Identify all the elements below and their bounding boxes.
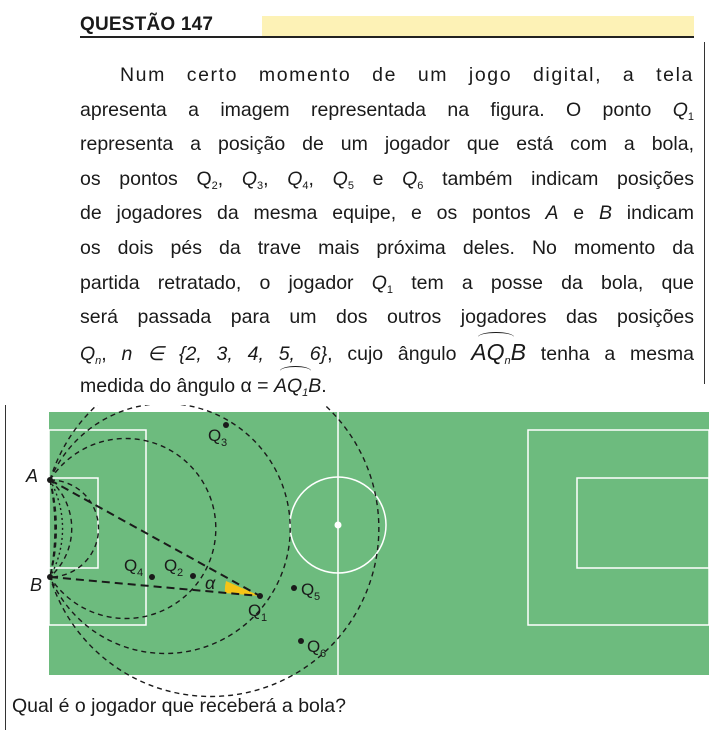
svg-text:Q: Q <box>208 426 222 445</box>
header-highlight-bar <box>262 16 694 36</box>
question-statement: Num certo momento de um jogo digital, a tela apresenta a imagem representada na figura. O ponto $Q_1$ representa a posição de um jogador que está com a bola, os pontos $Q_2$, $Q_3$, $Q_4$, $Q_5$ e $Q_6$ também indicam posições de jogadores da mesma equipe, e os pontos A e B indicam os dois pés da trave mais próxima deles. No momento da partida retratado, o jogador $Q_1$ tem a posse da bola, que será passada para um dos outros jogadores das posições $Q_n$, n ∈ {2, 3, 4, 5, 6}, cujo ângulo $AQ_nB$ tenha a mesma medida do ângulo $\alpha = AQ_1B$. <box>80 58 694 404</box>
svg-text:6: 6 <box>320 648 327 660</box>
question-prompt: Qual é o jogador que receberá a bola? <box>12 695 346 717</box>
center-spot <box>335 522 342 529</box>
svg-text:2: 2 <box>177 567 184 579</box>
soccer-field-figure <box>0 405 711 705</box>
svg-text:5: 5 <box>314 591 321 603</box>
angle-aq1b: $AQ_1B$ <box>274 369 321 404</box>
column-divider <box>704 42 705 384</box>
svg-text:α: α <box>205 573 216 593</box>
svg-text:1: 1 <box>261 612 268 624</box>
svg-text:3: 3 <box>221 437 228 449</box>
angle-aqnb: $AQ_nB$ <box>471 335 526 370</box>
svg-text:Q: Q <box>307 637 321 656</box>
question-header <box>80 12 694 38</box>
svg-text:Q: Q <box>124 556 138 575</box>
svg-text:Q: Q <box>164 556 178 575</box>
question-number: QUESTÃO 147 <box>80 14 214 35</box>
svg-text:Q: Q <box>301 580 315 599</box>
svg-text:Q: Q <box>248 601 262 620</box>
svg-text:A: A <box>26 466 39 486</box>
svg-text:4: 4 <box>137 567 144 579</box>
header-rule <box>80 36 694 38</box>
field <box>49 412 709 675</box>
svg-text:B: B <box>30 575 43 595</box>
